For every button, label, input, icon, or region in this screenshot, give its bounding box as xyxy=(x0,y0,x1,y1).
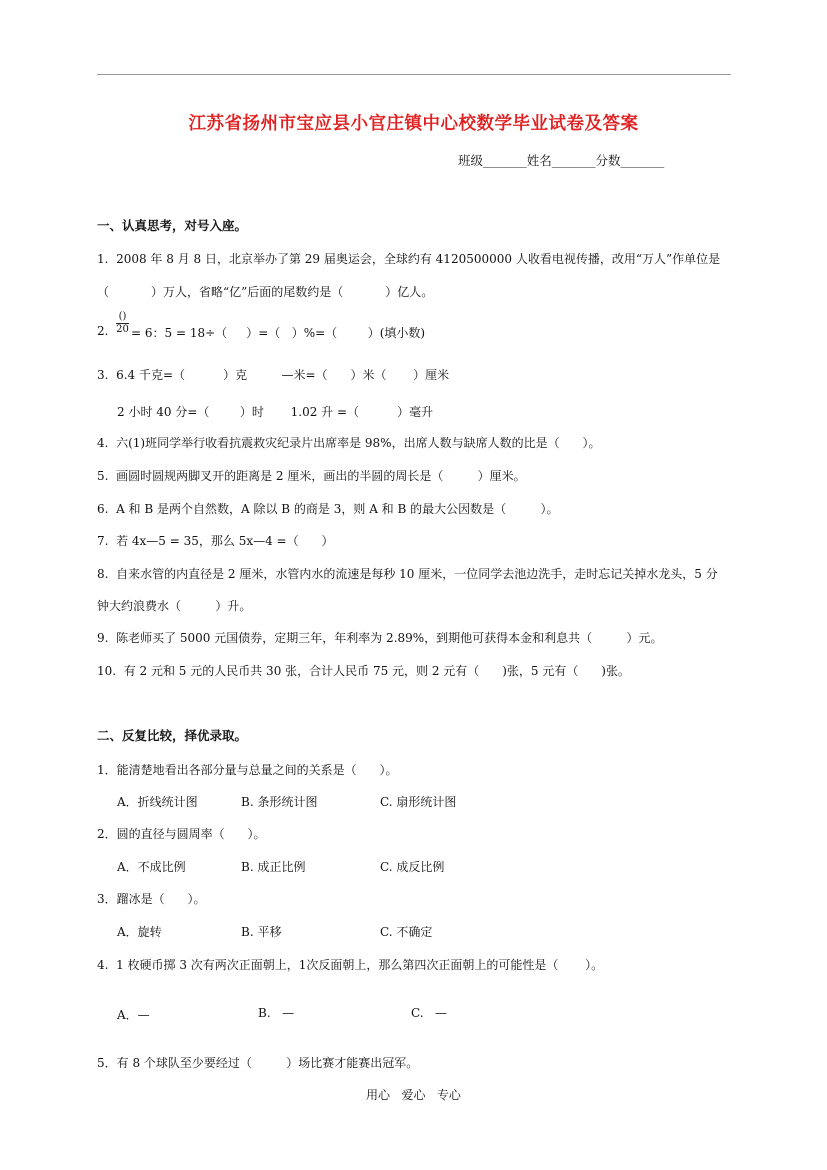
choice-2-option-b: B. 成正比例 xyxy=(241,860,306,874)
choice-1-option-b: B. 条形统计图 xyxy=(241,795,318,809)
question-10: 10. 有 2 元和 5 元的人民币共 30 张，合计人民币 75 元，则 2 元有（ )张，5 元有（ )张。 xyxy=(97,664,630,678)
question-8-line-1: 8. 自来水管的内直径是 2 厘米，水管内水的流速是每秒 10 厘米，一位同学去池边洗手，走时忘记关掉水龙头，5 分 xyxy=(97,567,718,581)
question-9: 9. 陈老师买了 5000 元国债券，定期三年，年利率为 2.89%，到期他可获得本金和利息共（ ）元。 xyxy=(97,631,663,645)
choice-question-5: 5．有 8 个球队至少要经过（ ）场比赛才能赛出冠军。 xyxy=(97,1056,419,1070)
page-footer: 用心 爱心 专心 xyxy=(366,1088,461,1102)
choice-question-3: 3．蹓冰是（ ）。 xyxy=(97,892,206,906)
choice-question-4: 4. 1 枚硬币掷 3 次有两次正面朝上，1次反面朝上，那么第四次正面朝上的可能性是（ ）。 xyxy=(97,958,604,972)
question-2-body: = 6：5 = 18÷（ ）=（ ）%=（ ）(填小数) xyxy=(131,326,426,340)
question-3-line-2: 2 小时 40 分=（ ）时 1.02 升 =（ ）毫升 xyxy=(117,405,434,419)
choice-3-option-b: B. 平移 xyxy=(241,925,282,939)
choice-4-option-b: B. — xyxy=(258,1006,295,1020)
choice-3-option-c: C. 不确定 xyxy=(380,925,433,939)
section-1-heading: 一、认真思考，对号入座。 xyxy=(97,218,248,233)
choice-3-option-a: A．旋转 xyxy=(117,925,162,939)
question-3-line-1: 3. 6.4 千克=（ ）克 —米=（ ）米（ ）厘米 xyxy=(97,368,450,382)
page-title: 江苏省扬州市宝应县小官庄镇中心校数学毕业试卷及答案 xyxy=(188,114,639,134)
choice-1-option-c: C. 扇形统计图 xyxy=(380,795,457,809)
question-5: 5. 画圆时圆规两脚叉开的距离是 2 厘米，画出的半圆的周长是（ ）厘米。 xyxy=(97,469,526,483)
fraction-numerator: () xyxy=(118,311,127,322)
question-6: 6. A 和 B 是两个自然数，A 除以 B 的商是 3，则 A 和 B 的最大公因数是（ ）。 xyxy=(97,502,559,516)
choice-question-2: 2．圆的直径与圆周率（ ）。 xyxy=(97,827,266,841)
question-1-line-1: 1. 2008 年 8 月 8 日，北京举办了第 29 届奥运会，全球约有 4120500000 人收看电视传播，改用“万人”作单位是 xyxy=(97,252,721,266)
question-2-prefix: 2. xyxy=(97,324,109,338)
choice-4-option-c: C. — xyxy=(411,1006,448,1020)
question-2-fraction xyxy=(116,311,129,336)
choice-question-1: 1．能清楚地看出各部分量与总量之间的关系是（ ）。 xyxy=(97,763,398,777)
question-7: 7. 若 4x—5 = 35，那么 5x—4 =（ ） xyxy=(97,534,334,548)
choice-1-option-a: A．折线统计图 xyxy=(117,795,198,809)
student-info-line: 班级_______姓名_______分数_______ xyxy=(458,153,665,168)
header-rule xyxy=(97,74,731,75)
section-2-heading: 二、反复比较，择优录取。 xyxy=(97,728,248,743)
choice-4-option-a: A．— xyxy=(117,1008,150,1022)
question-4: 4. 六(1)班同学举行收看抗震救灾纪录片出席率是 98%，出席人数与缺席人数的比是（ ）。 xyxy=(97,436,601,450)
choice-2-option-c: C. 成反比例 xyxy=(380,860,445,874)
choice-2-option-a: A．不成比例 xyxy=(117,860,186,874)
fraction-denominator: 20 xyxy=(116,324,129,335)
question-1-line-2: （ ）万人，省略“亿”后面的尾数约是（ ）亿人。 xyxy=(97,285,434,299)
question-8-line-2: 钟大约浪费水（ ）升。 xyxy=(97,599,252,613)
